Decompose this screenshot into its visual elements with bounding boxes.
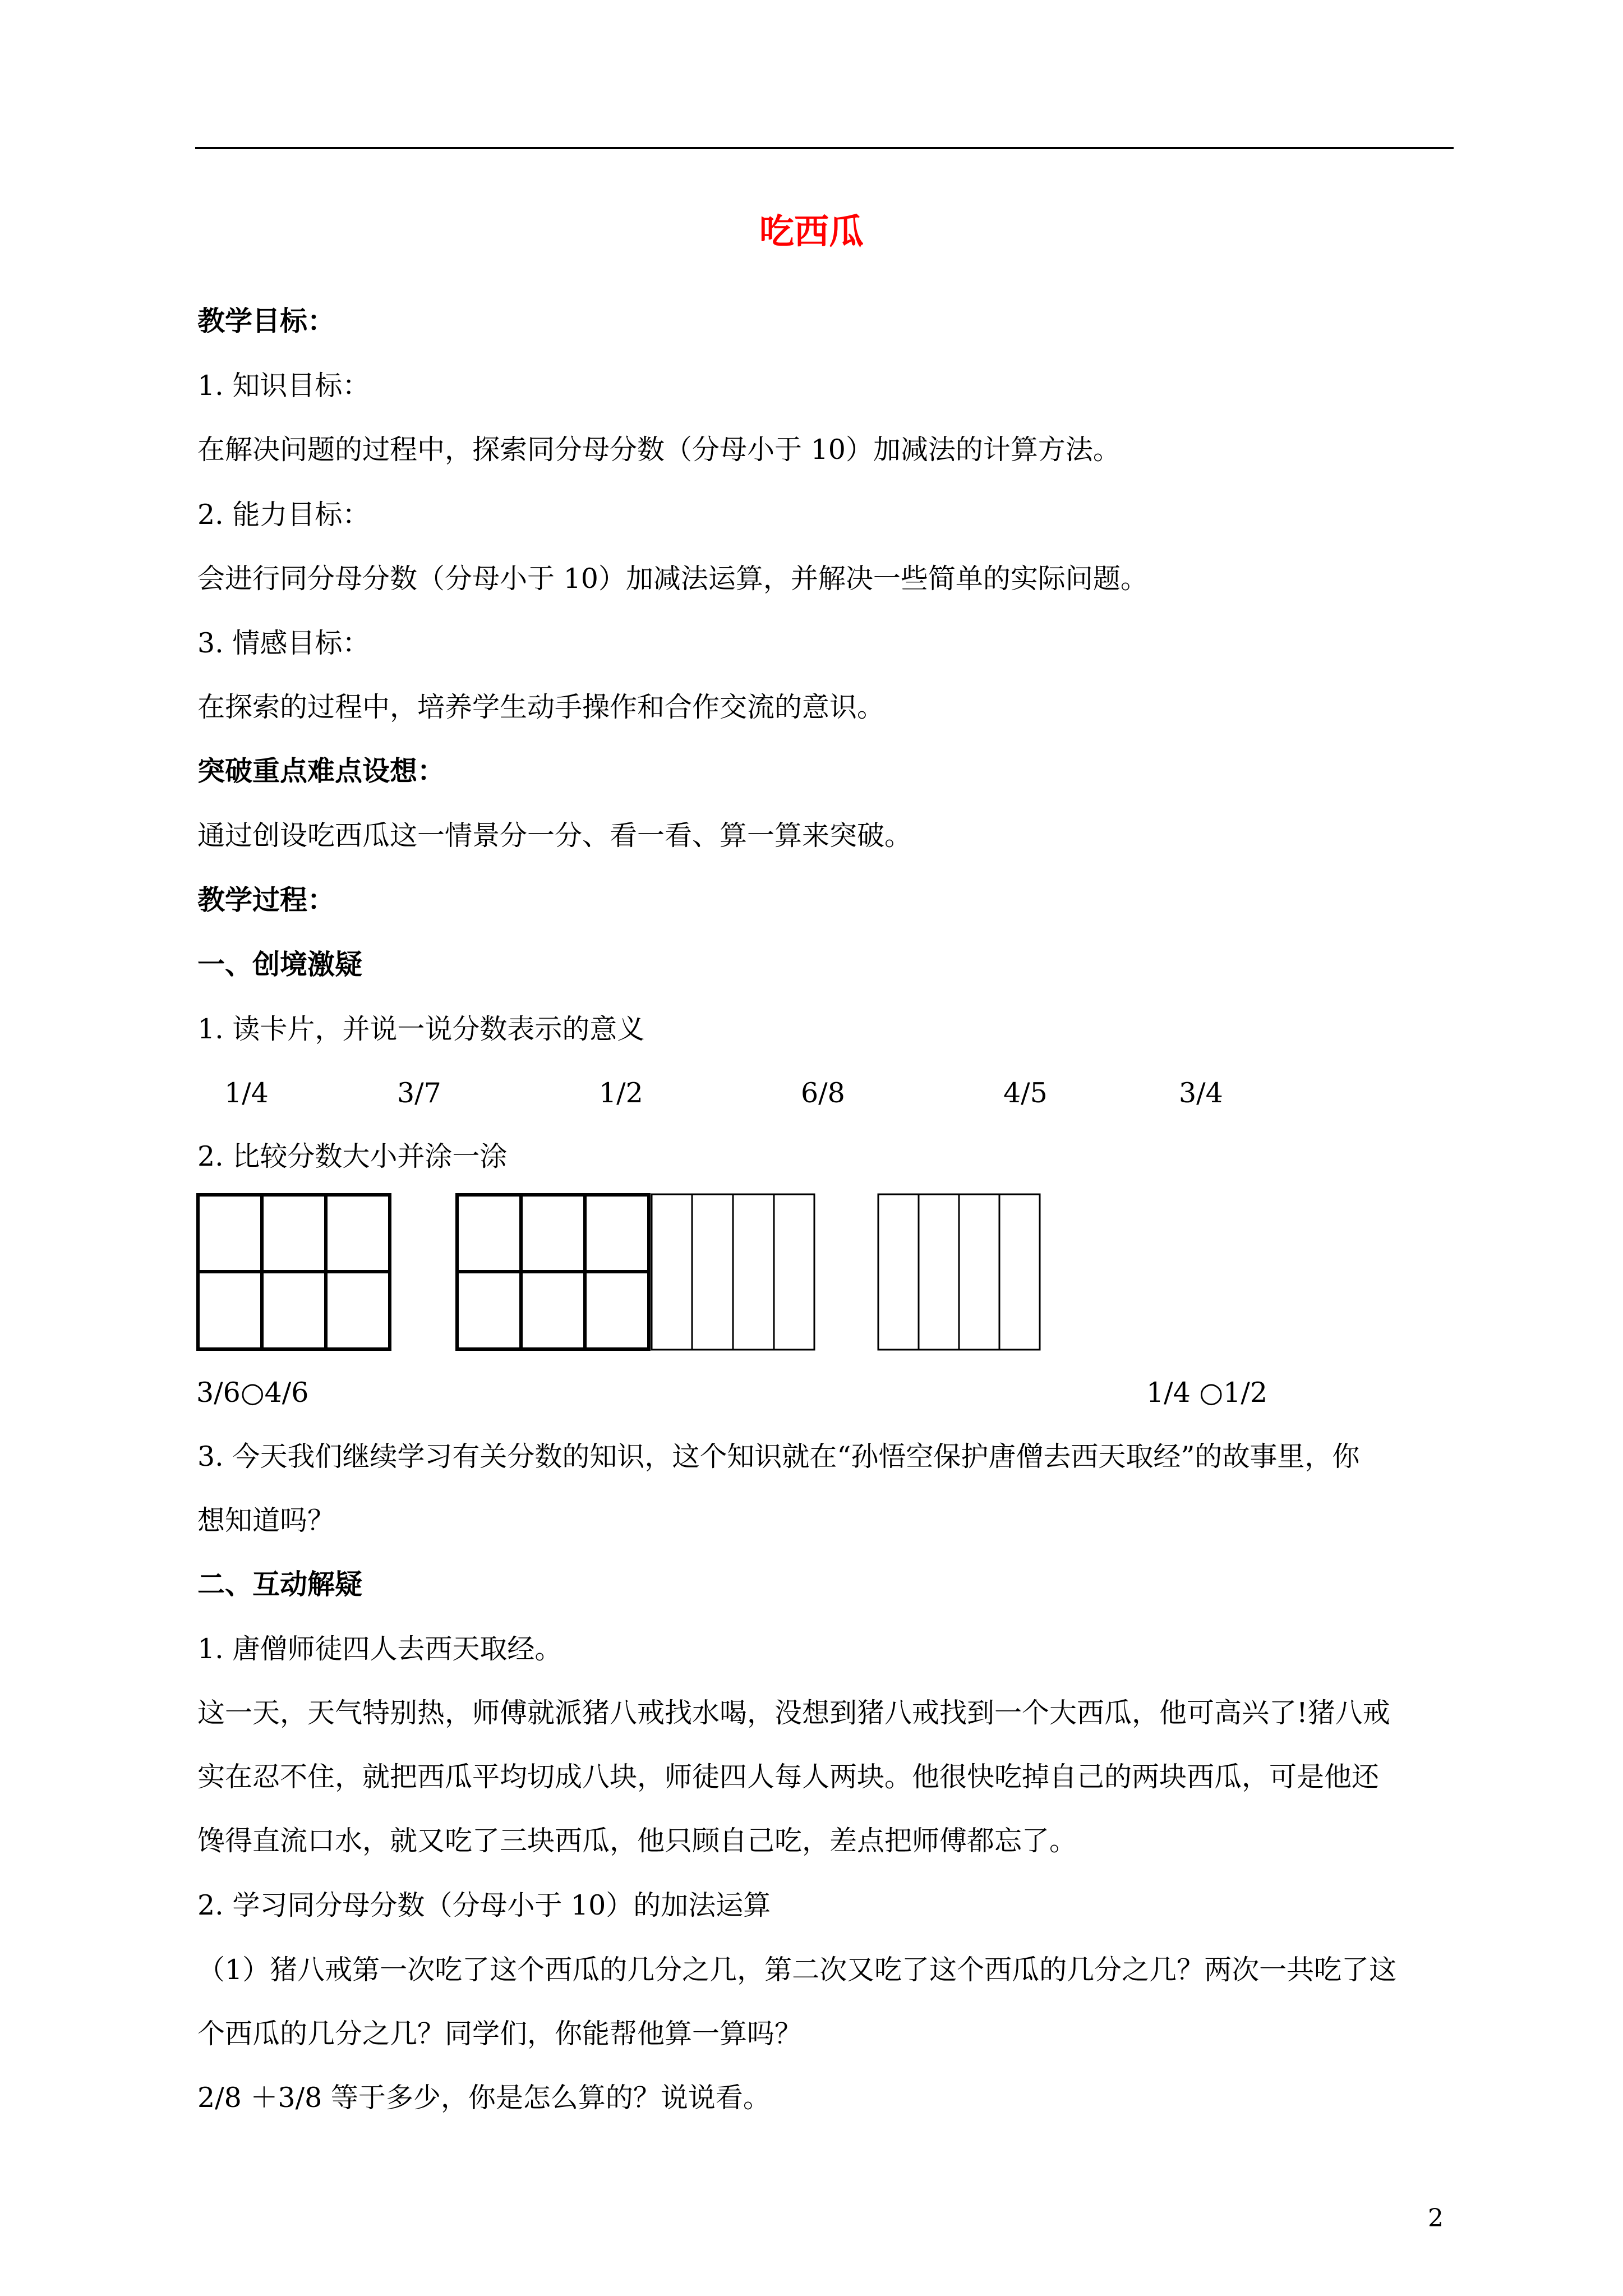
fraction-strips-quarters-1 xyxy=(651,1193,815,1351)
calculation-prompt: 2/8 ＋3/8 等于多少，你是怎么算的？说说看。 xyxy=(197,2082,771,2114)
question-1-line-1: （1）猪八戒第一次吃了这个西瓜的几分之几，第二次又吃了这个西瓜的几分之几？两次一共吃了这 xyxy=(197,1954,1397,1986)
fraction-card-3: 1/2 xyxy=(599,1077,643,1109)
fraction-card-1: 1/4 xyxy=(224,1077,269,1109)
section-heading-process: 教学过程： xyxy=(197,884,335,916)
page-number: 2 xyxy=(1428,2204,1444,2233)
fraction-grid-sixths-2 xyxy=(455,1193,651,1351)
part-1-heading: 一、创境激疑 xyxy=(197,949,363,981)
question-1-line-2: 个西瓜的几分之几？同学们，你能帮他算一算吗？ xyxy=(197,2018,803,2050)
objective-1-heading: 1. 知识目标： xyxy=(197,370,370,402)
page-title: 吃西瓜 xyxy=(759,211,864,252)
story-text-line-2: 实在忍不住，就把西瓜平均切成八块，师徒四人每人两块。他很快吃掉自己的两块西瓜，可是他还 xyxy=(197,1761,1380,1793)
comparison-quarter-half: 1/4 ○1/2 xyxy=(1146,1377,1268,1409)
objective-3-heading: 3. 情感目标： xyxy=(197,627,370,659)
key-points-text: 通过创设吃西瓜这一情景分一分、看一看、算一算来突破。 xyxy=(197,820,912,852)
step-3-text-line-2: 想知道吗？ xyxy=(197,1504,335,1536)
fraction-strips-quarters-2 xyxy=(877,1193,1041,1351)
fraction-card-5: 4/5 xyxy=(1003,1077,1048,1109)
part-2-heading: 二、互动解疑 xyxy=(197,1568,363,1600)
fraction-card-4: 6/8 xyxy=(801,1077,845,1109)
fraction-grid-sixths-1 xyxy=(196,1193,391,1351)
step-2-compare: 2. 比较分数大小并涂一涂 xyxy=(197,1140,508,1172)
objective-3-text: 在探索的过程中，培养学生动手操作和合作交流的意识。 xyxy=(197,691,885,723)
objective-1-text: 在解决问题的过程中，探索同分母分数（分母小于 10）加减法的计算方法。 xyxy=(197,434,1121,466)
story-text-line-3: 馋得直流口水，就又吃了三块西瓜，他只顾自己吃，差点把师傅都忘了。 xyxy=(197,1825,1077,1857)
section-heading-key-points: 突破重点难点设想： xyxy=(197,755,445,787)
step-2-addition-heading: 2. 学习同分母分数（分母小于 10）的加法运算 xyxy=(197,1889,771,1921)
header-rule xyxy=(195,147,1454,149)
story-text-line-1: 这一天，天气特别热，师傅就派猪八戒找水喝，没想到猪八戒找到一个大西瓜，他可高兴了!猪八戒 xyxy=(197,1697,1390,1729)
step-3-text-line-1: 3. 今天我们继续学习有关分数的知识，这个知识就在“孙悟空保护唐僧去西天取经”的故事里，你 xyxy=(197,1441,1360,1473)
fraction-card-6: 3/4 xyxy=(1179,1077,1223,1109)
objective-2-heading: 2. 能力目标： xyxy=(197,499,370,531)
story-heading: 1. 唐僧师徒四人去西天取经。 xyxy=(197,1633,562,1665)
step-1-read-cards: 1. 读卡片，并说一说分数表示的意义 xyxy=(197,1013,645,1045)
comparison-sixths: 3/6○4/6 xyxy=(196,1377,309,1409)
fraction-card-2: 3/7 xyxy=(397,1077,441,1109)
objective-2-text: 会进行同分母分数（分母小于 10）加减法运算，并解决一些简单的实际问题。 xyxy=(197,563,1148,595)
section-heading-objectives: 教学目标： xyxy=(197,305,335,337)
